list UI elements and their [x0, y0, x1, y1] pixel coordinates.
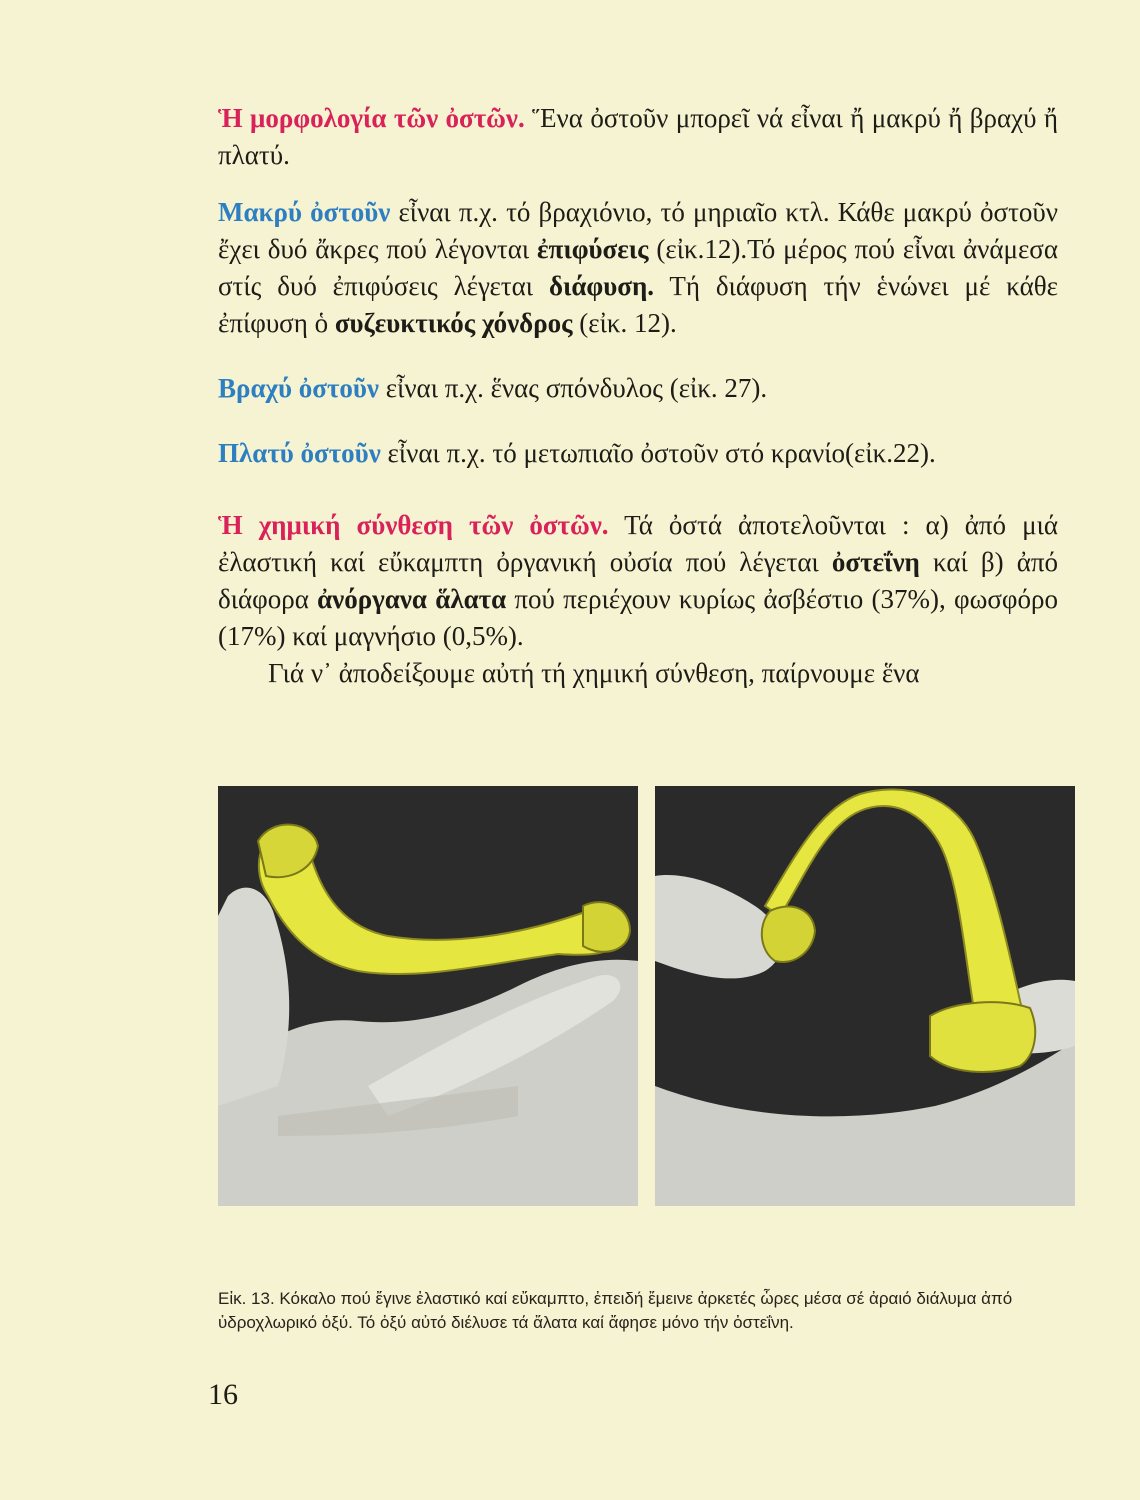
paragraph-flat-bone	[218, 435, 1058, 472]
page-number: 16	[208, 1378, 238, 1411]
text-short-bone: εἶναι π.χ. ἕνας σπόνδυλος (εἰκ. 27).	[378, 373, 768, 403]
paragraph-proof	[218, 655, 1058, 692]
arched-bone-illustration	[655, 786, 1075, 1206]
heading-short-bone: Βραχύ ὀστοῦν	[218, 373, 379, 403]
term-cartilage: συζευκτικός χόνδρος	[334, 308, 573, 338]
text-long-bone-2: (εἰκ.12).Τό μέρος πού εἶναι ἀνάμεσα στίς δυό ἐπιφύσεις λέγεται	[218, 234, 1058, 301]
figure-photo-left	[218, 786, 638, 1206]
heading-morphology: Ἡ μορφολογία τῶν ὀστῶν.	[218, 103, 525, 133]
text-proof: Γιά ν᾿ ἀποδείξουμε αὐτή τή χημική σύνθεση, παίρνουμε ἕνα	[268, 658, 920, 688]
text-morphology: Ἕνα ὀστοῦν μπορεῖ νά εἶναι ἤ μακρύ ἤ βραχύ ἤ πλατύ.	[218, 103, 1058, 170]
text-flat-bone: εἶναι π.χ. τό μετωπιαῖο ὀστοῦν στό κρανίο(εἰκ.22).	[380, 438, 936, 468]
text-long-bone-3: Τή διάφυση τήν ἑνώνει μέ κάθε ἐπίφυση ὁ	[218, 271, 1058, 338]
figure-caption: Εἰκ. 13. Κόκαλο πού ἔγινε ἐλαστικό καί εὔκαμπτο, ἐπειδή ἔμεινε ἀρκετές ὧρες μέσα σέ ἀραιό διάλυμα ἀπό ὑδροχλωρικό ὀξύ. Τό ὀξύ αὐτό διέλυσε τά ἅλατα καί ἄφησε μόνο τήν ὀστεΐνη.	[218, 1289, 1013, 1332]
text-long-bone-1: εἶναι π.χ. τό βραχιόνιο, τό μηριαῖο κτλ. Κάθε μακρύ ὀστοῦν ἔχει δυό ἄκρες πού λέγονται	[218, 197, 1058, 264]
term-diaphysis: διάφυση.	[548, 271, 655, 301]
term-epiphyses: ἐπιφύσεις	[537, 234, 649, 264]
paragraph-long-bone	[218, 194, 1058, 342]
term-inorganic-salts: ἀνόργανα ἅλατα	[317, 584, 507, 614]
text-chemistry-3: πού περιέχουν κυρίως ἀσβέστιο (37%), φωσφόρο (17%) καί μαγνήσιο (0,5%).	[218, 584, 1058, 651]
paragraph-morphology	[218, 100, 1058, 174]
paragraph-chemistry	[218, 507, 1058, 655]
heading-flat-bone: Πλατύ ὀστοῦν	[218, 438, 381, 468]
paragraph-short-bone	[218, 370, 1058, 407]
heading-chemistry: Ἡ χημική σύνθεση τῶν ὀστῶν.	[218, 510, 609, 540]
heading-long-bone: Μακρύ ὀστοῦν	[218, 197, 391, 227]
figure-photo-right	[655, 786, 1075, 1206]
term-ossein: ὀστεΐνη	[831, 547, 920, 577]
text-chemistry-1: Τά ὀστά ἀποτελοῦνται : α) ἀπό μιά ἐλαστική καί εὔκαμπτη ὀργανική οὐσία πού λέγεται	[218, 510, 1058, 577]
text-chemistry-2: καί β) ἀπό διάφορα	[218, 547, 1058, 614]
text-long-bone-4: (εἰκ. 12).	[572, 308, 677, 338]
bone-on-hand-illustration	[218, 786, 638, 1206]
